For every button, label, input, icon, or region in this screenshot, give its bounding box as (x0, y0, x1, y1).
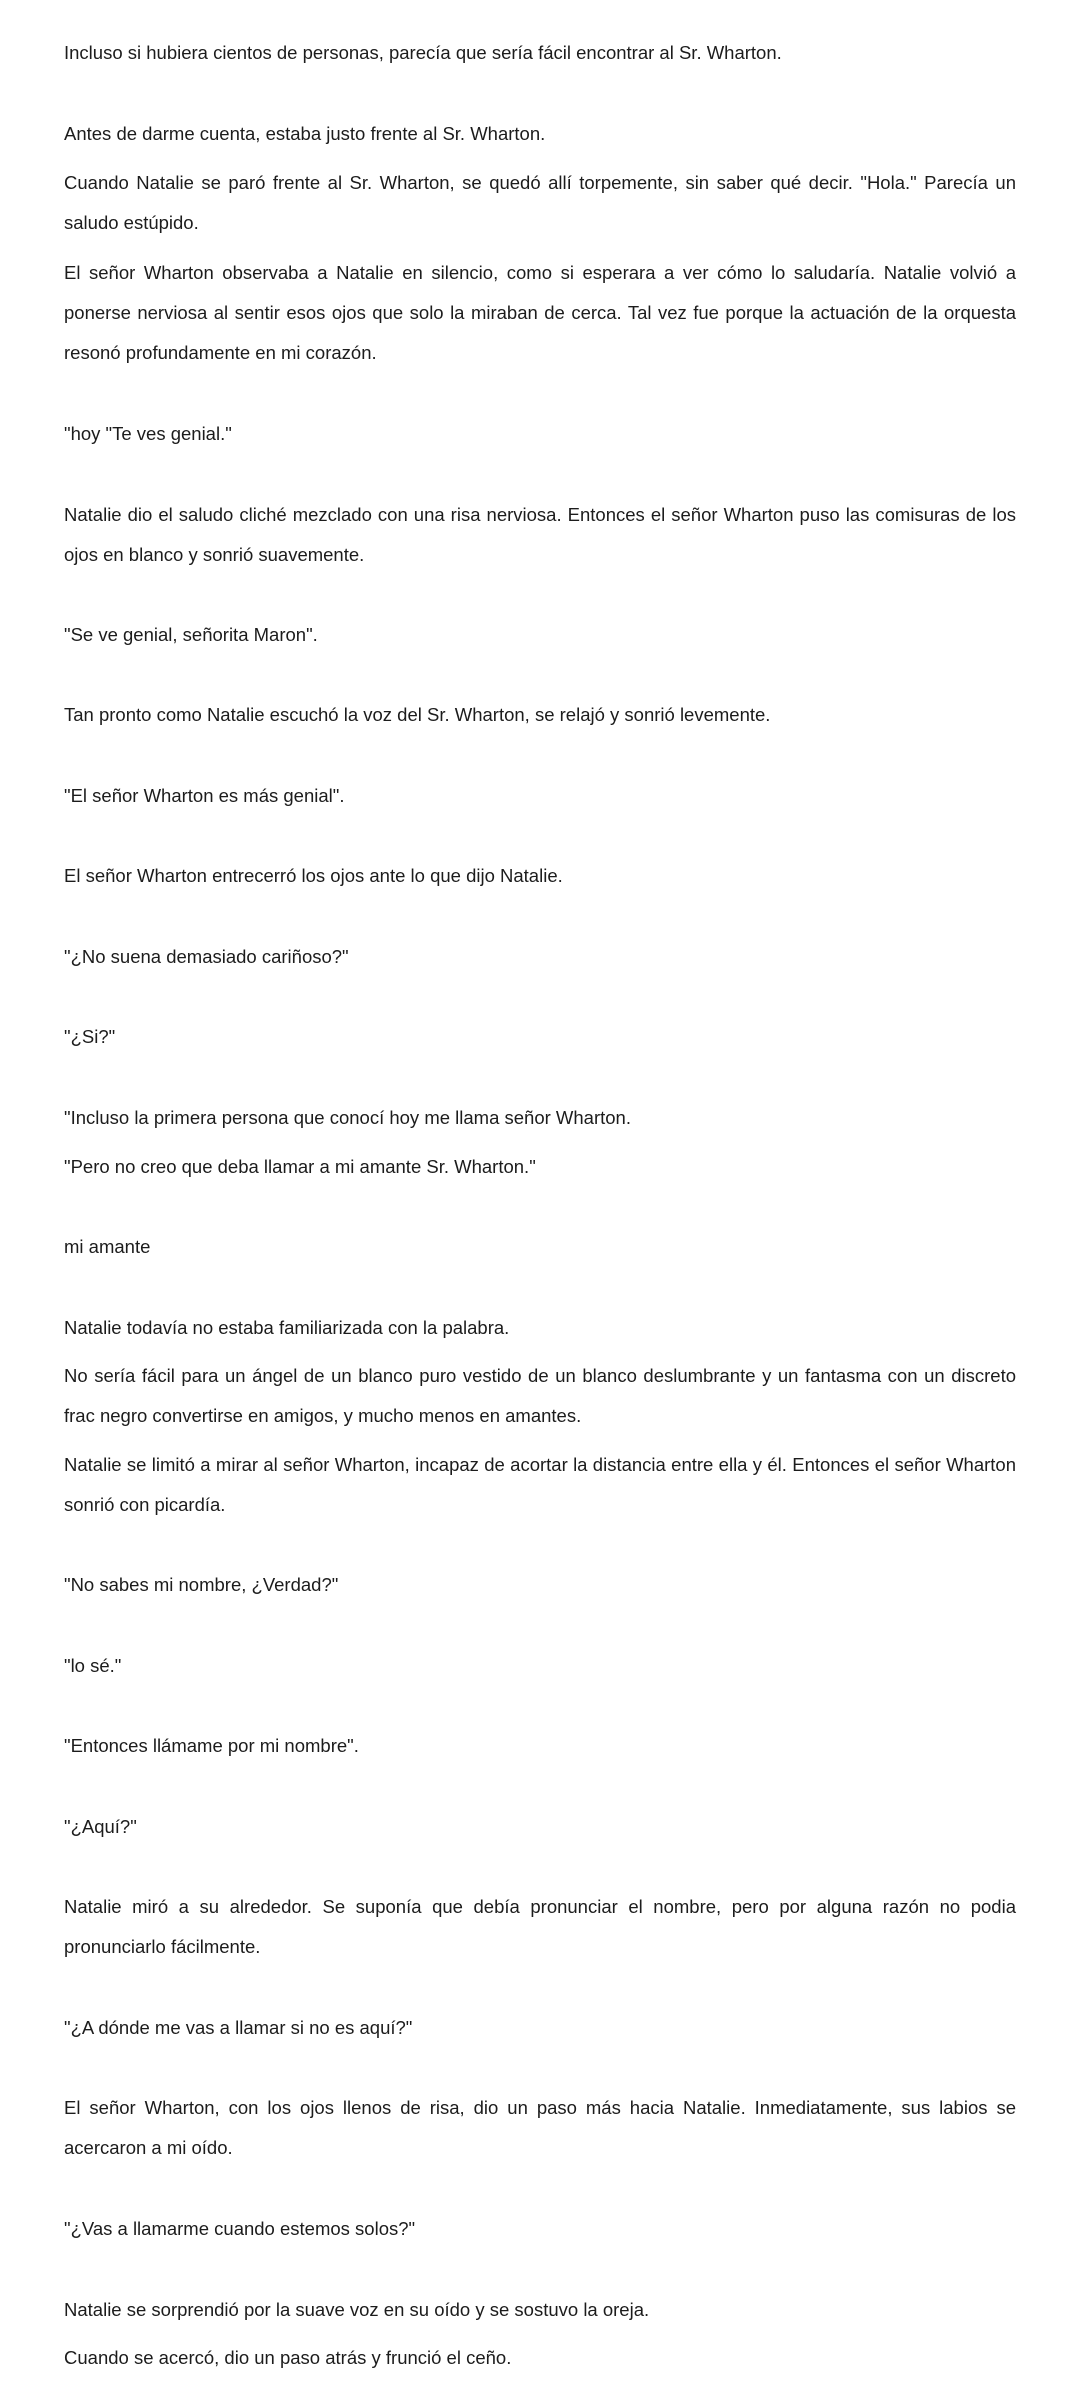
paragraph: "No sabes mi nombre, ¿Verdad?" (64, 1574, 339, 1595)
paragraph: "¿A dónde me vas a llamar si no es aquí?" (64, 2017, 413, 2038)
paragraph: No sería fácil para un ángel de un blanco puro vestido de un blanco deslumbrante y un fantasma con un discreto frac negro convertirse en amigos, y mucho menos en amantes. (64, 1365, 1016, 1426)
paragraph: Natalie se sorprendió por la suave voz en su oído y se sostuvo la oreja. (64, 2299, 650, 2320)
paragraph: "¿No suena demasiado cariñoso?" (64, 946, 349, 967)
paragraph: El señor Wharton entrecerró los ojos ante lo que dijo Natalie. (64, 865, 563, 886)
paragraph: "hoy "Te ves genial." (64, 423, 232, 444)
paragraph: "¿Aquí?" (64, 1816, 137, 1837)
paragraph: Natalie se limitó a mirar al señor Wharton, incapaz de acortar la distancia entre ella y él. Entonces el señor Wharton sonrió con picardía. (64, 1454, 1016, 1515)
paragraph: Incluso si hubiera cientos de personas, parecía que sería fácil encontrar al Sr. Wharton. (64, 42, 782, 63)
paragraph: Natalie miró a su alrededor. Se suponía que debía pronunciar el nombre, pero por alguna razón no podia pronunciarlo fácilmente. (64, 1896, 1016, 1957)
paragraph: Cuando se acercó, dio un paso atrás y frunció el ceño. (64, 2347, 512, 2368)
paragraph: "Pero no creo que deba llamar a mi amante Sr. Wharton." (64, 1156, 536, 1177)
paragraph: Cuando Natalie se paró frente al Sr. Wharton, se quedó allí torpemente, sin saber qué decir. "Hola." Parecía un saludo estúpido. (64, 172, 1016, 233)
paragraph: Natalie dio el saludo cliché mezclado con una risa nerviosa. Entonces el señor Wharton puso las comisuras de los ojos en blanco y sonrió suavemente. (64, 504, 1016, 565)
paragraph: "Entonces llámame por mi nombre". (64, 1735, 359, 1756)
paragraph: "¿Vas a llamarme cuando estemos solos?" (64, 2218, 416, 2239)
paragraph: "Incluso la primera persona que conocí hoy me llama señor Wharton. (64, 1107, 631, 1128)
paragraph: El señor Wharton, con los ojos llenos de risa, dio un paso más hacia Natalie. Inmediatamente, sus labios se acercaron a mi oído. (64, 2097, 1016, 2158)
paragraph: El señor Wharton observaba a Natalie en silencio, como si esperara a ver cómo lo saludaría. Natalie volvió a ponerse nerviosa al sentir esos ojos que solo la miraban de cerca. Tal vez fue porque la actuación de la orquesta resonó profundamente en mi corazón. (64, 262, 1016, 363)
paragraph: mi amante (64, 1236, 151, 1257)
paragraph: Tan pronto como Natalie escuchó la voz del Sr. Wharton, se relajó y sonrió levemente. (64, 704, 771, 725)
paragraph: Natalie todavía no estaba familiarizada con la palabra. (64, 1317, 510, 1338)
paragraph: "Se ve genial, señorita Maron". (64, 624, 318, 645)
document-page (64, 0, 1016, 2400)
paragraph: "¿Si?" (64, 1026, 116, 1047)
paragraph: "lo sé." (64, 1655, 122, 1676)
paragraph: "El señor Wharton es más genial". (64, 785, 345, 806)
paragraph: Antes de darme cuenta, estaba justo frente al Sr. Wharton. (64, 123, 546, 144)
